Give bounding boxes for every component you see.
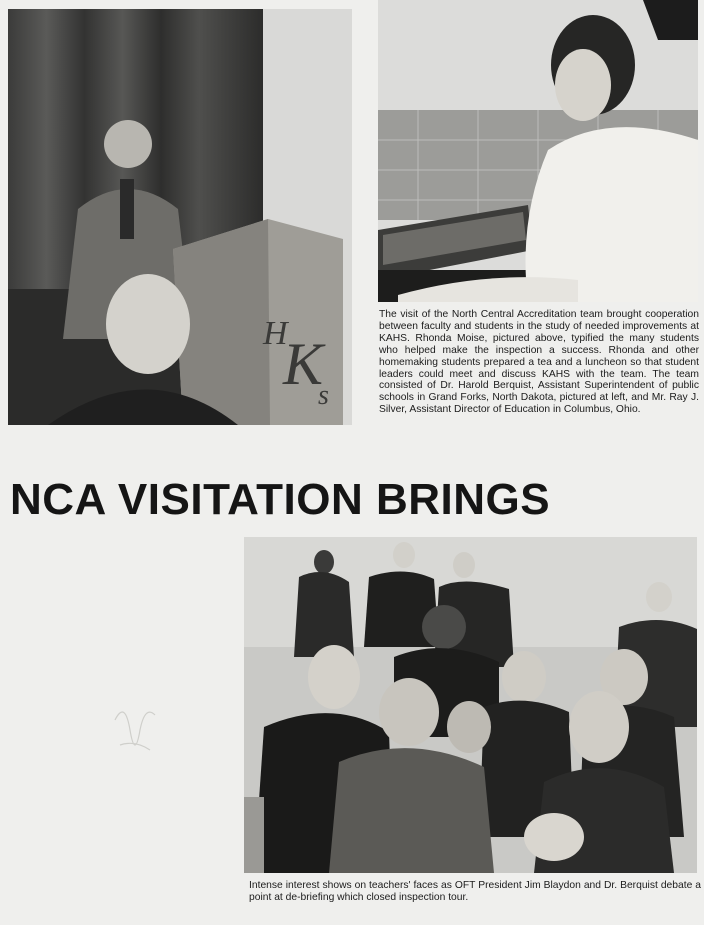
caption-bottom: Intense interest shows on teachers' faces as OFT President Jim Blaydon and Dr. Berquist debate a point at de-briefing which closed inspection tour.	[249, 880, 701, 903]
photo-speaker-at-podium	[8, 9, 352, 425]
caption-top: The visit of the North Central Accreditation team brought cooperation between faculty and students in the study of needed improvements at KAHS. Rhonda Moise, pictured above, typified the many students who helped make the inspection a success. Rhonda and other homemaking students prepared a tea and a luncheon so that student leaders could meet and discuss KAHS with the team. The team consisted of Dr. Harold Berquist, Assistant Superintendent of public schools in Grand Forks, North Dakota, pictured at left, and Mr. Ray J. Silver, Assistant Director of Education in Columbus, Ohio.	[379, 309, 699, 416]
podium-monogram-k: K	[283, 331, 324, 397]
rhonda-photo-image	[378, 0, 698, 302]
podium-monogram-s: s	[318, 380, 329, 411]
handwritten-signature	[110, 690, 170, 770]
group-photo-image	[244, 537, 697, 873]
page-headline: NCA VISITATION BRINGS	[10, 475, 551, 524]
podium-monogram-h: H	[263, 315, 288, 352]
photo-debriefing-group	[244, 537, 697, 873]
photo-rhonda-moise	[378, 0, 698, 302]
speaker-photo-image	[8, 9, 352, 425]
